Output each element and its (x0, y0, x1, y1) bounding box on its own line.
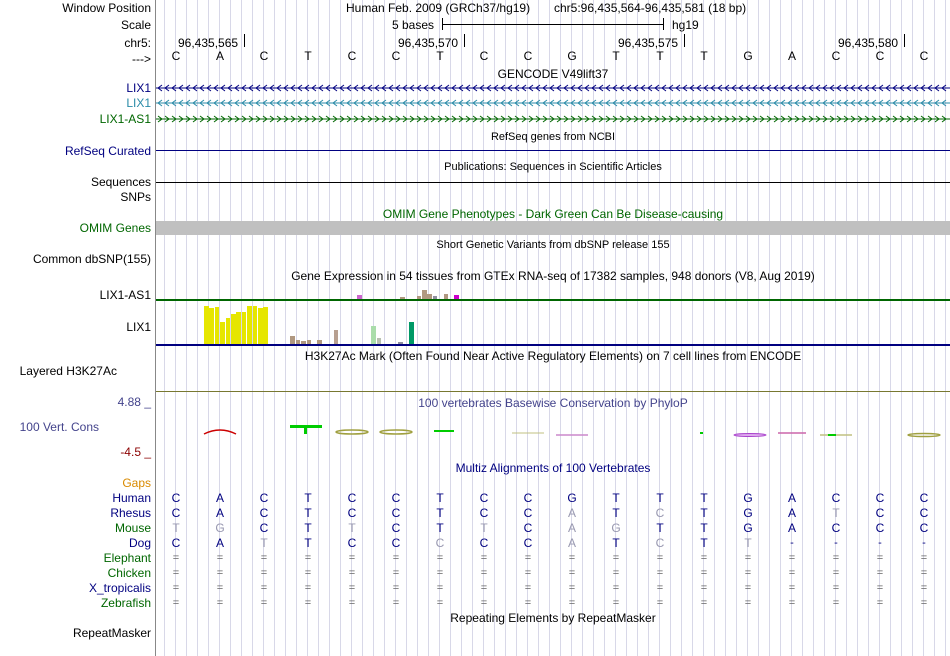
alignment-base: = (524, 567, 532, 579)
base: A (787, 49, 796, 63)
alignment-base: = (392, 552, 400, 564)
alignment-base: C (347, 506, 357, 520)
track-label-gaps[interactable]: Gaps (122, 476, 151, 490)
alignment-base: = (436, 567, 444, 579)
alignment-base: C (523, 506, 533, 520)
alignment-base: = (260, 567, 268, 579)
alignment-base: C (171, 506, 181, 520)
alignment-base: A (787, 506, 796, 520)
track-label-dbsnp[interactable]: Common dbSNP(155) (32, 252, 151, 266)
alignment-base: = (700, 597, 708, 609)
alignment-base: G (743, 521, 753, 535)
alignment-base: = (480, 567, 488, 579)
alignment-base: = (172, 582, 180, 594)
dbsnp-track-title: Short Genetic Variants from dbSNP release 155 (436, 239, 670, 251)
alignment-base: = (260, 552, 268, 564)
alignment-base: = (304, 567, 312, 579)
alignment-base: = (216, 552, 224, 564)
alignment-base: G (567, 491, 577, 505)
window-position-label: Window Position (62, 1, 151, 15)
alignment-base: G (611, 521, 621, 535)
alignment-base: = (700, 552, 708, 564)
track-label-gtex-lix1[interactable]: LIX1 (126, 320, 151, 334)
alignment-base: C (391, 521, 401, 535)
alignment-base: C (479, 491, 489, 505)
alignment-base: - (922, 537, 926, 549)
phylop-signal-svg[interactable] (156, 0, 950, 460)
alignment-base: C (523, 536, 533, 550)
phylop-peak-9 (734, 434, 766, 437)
gencode-track-title: GENCODE V49lift37 (497, 67, 609, 81)
gtex-track-title: Gene Expression in 54 tissues from GTEx RNA-seq of 17382 samples, 948 donors (V8, Aug 2019) (291, 269, 815, 283)
species-label-chicken[interactable]: Chicken (107, 566, 151, 580)
alignment-base: T (656, 521, 664, 535)
alignment-base: = (304, 582, 312, 594)
alignment-base: = (348, 582, 356, 594)
alignment-base: - (790, 537, 794, 549)
alignment-base: C (171, 491, 181, 505)
chrom-label: chr5: (124, 36, 151, 50)
alignment-base: = (744, 567, 752, 579)
ruler-tick-3: 96,435,575 (618, 36, 679, 50)
alignment-base: = (612, 597, 620, 609)
base: T (304, 49, 312, 63)
alignment-base: T (700, 491, 708, 505)
base: C (523, 49, 533, 63)
alignment-base: C (259, 491, 269, 505)
cons-min-label: -4.5 _ (120, 445, 151, 459)
phylop-peak-12 (908, 434, 940, 437)
alignment-base: = (304, 597, 312, 609)
strand-label: ---> (132, 52, 151, 66)
alignment-base: T (744, 536, 752, 550)
alignment-base: C (259, 506, 269, 520)
alignment-base: = (876, 597, 884, 609)
alignment-base: = (656, 582, 664, 594)
species-label-dog[interactable]: Dog (128, 536, 151, 550)
alignment-base: C (435, 536, 445, 550)
base: C (391, 49, 401, 63)
alignment-base: = (612, 567, 620, 579)
scale-db: hg19 (672, 18, 699, 32)
alignment-base: = (568, 552, 576, 564)
alignment-base: = (744, 582, 752, 594)
repeatmasker-track-title: Repeating Elements by RepeatMasker (450, 611, 656, 625)
alignment-base: = (260, 597, 268, 609)
phylop-track-title: 100 vertebrates Basewise Conservation by PhyloP (418, 396, 688, 410)
alignment-base: = (832, 582, 840, 594)
alignment-base: T (700, 506, 708, 520)
alignment-base: = (832, 597, 840, 609)
h3k27ac-track-title: H3K27Ac Mark (Often Found Near Active Regulatory Elements) on 7 cell lines from ENCODE (304, 349, 802, 363)
alignment-base: = (216, 597, 224, 609)
alignment-base: C (391, 536, 401, 550)
alignment-base: = (524, 597, 532, 609)
alignment-base: C (919, 491, 929, 505)
position-text: chr5:96,435,564-96,435,581 (18 bp) (554, 1, 747, 15)
alignment-base: = (700, 582, 708, 594)
alignment-base: = (920, 552, 928, 564)
track-label-repeatmasker[interactable]: RepeatMasker (72, 626, 151, 640)
base: C (259, 49, 269, 63)
base: T (656, 49, 664, 63)
ruler-tick-1: 96,435,565 (178, 36, 239, 50)
alignment-base: C (479, 506, 489, 520)
alignment-base: T (700, 536, 708, 550)
refseq-track-title: RefSeq genes from NCBI (490, 131, 616, 143)
species-label-rhesus[interactable]: Rhesus (110, 506, 151, 520)
alignment-base: = (700, 567, 708, 579)
phylop-peak-5 (434, 430, 454, 432)
track-label-lix1[interactable]: LIX1 (126, 81, 151, 95)
alignment-base: C (655, 506, 665, 520)
alignment-base: = (172, 597, 180, 609)
alignment-base: C (831, 491, 841, 505)
base: C (347, 49, 357, 63)
alignment-base: C (479, 536, 489, 550)
alignment-base: T (436, 521, 444, 535)
phylop-peak-11b (828, 434, 836, 436)
alignment-base: = (172, 567, 180, 579)
track-label-h3k27ac[interactable]: Layered H3K27Ac (19, 364, 117, 378)
alignment-base: = (480, 552, 488, 564)
alignment-base: = (656, 552, 664, 564)
alignment-base: T (304, 491, 312, 505)
base: T (612, 49, 620, 63)
omim-track-title: OMIM Gene Phenotypes - Dark Green Can Be Disease-causing (382, 207, 724, 221)
base: C (875, 49, 885, 63)
alignment-base: T (480, 521, 488, 535)
alignment-base: = (744, 597, 752, 609)
alignment-base: T (656, 491, 664, 505)
scale-label: Scale (120, 18, 151, 32)
alignment-base: A (215, 506, 224, 520)
alignment-base: T (304, 506, 312, 520)
alignment-base: = (304, 552, 312, 564)
base: T (700, 49, 708, 63)
alignment-base: = (832, 567, 840, 579)
alignment-base: = (348, 597, 356, 609)
alignment-base: T (700, 521, 708, 535)
alignment-base: = (876, 582, 884, 594)
base: C (479, 49, 489, 63)
species-label-x-tropicalis[interactable]: X_tropicalis (88, 581, 151, 595)
alignment-base: = (744, 552, 752, 564)
alignment-base: = (392, 582, 400, 594)
alignment-base: = (392, 597, 400, 609)
phylop-peak-1 (204, 430, 236, 434)
alignment-base: C (919, 506, 929, 520)
alignment-base: = (436, 552, 444, 564)
alignment-base: A (787, 491, 796, 505)
alignment-base: C (875, 506, 885, 520)
base: G (743, 49, 753, 63)
alignment-base: = (172, 552, 180, 564)
alignment-base: T (832, 506, 840, 520)
alignment-base: C (875, 521, 885, 535)
alignment-base: = (656, 597, 664, 609)
alignment-base: C (347, 491, 357, 505)
base: C (171, 49, 181, 63)
alignment-base: = (392, 567, 400, 579)
base: G (567, 49, 577, 63)
alignment-base: T (612, 536, 620, 550)
alignment-base: C (523, 491, 533, 505)
ruler-tick-4: 96,435,580 (838, 36, 899, 50)
alignment-base: G (215, 521, 225, 535)
ruler-tick-2: 96,435,570 (398, 36, 459, 50)
alignment-base: = (260, 582, 268, 594)
alignment-base: T (304, 536, 312, 550)
base: A (215, 49, 224, 63)
alignment-base: C (523, 521, 533, 535)
alignment-base: C (391, 506, 401, 520)
alignment-base: = (216, 582, 224, 594)
phylop-peak-2-stem (304, 425, 307, 434)
alignment-base: = (788, 552, 796, 564)
alignment-base: C (259, 521, 269, 535)
alignment-base: A (567, 536, 576, 550)
alignment-base: C (875, 491, 885, 505)
track-label-cons[interactable]: 100 Vert. Cons (19, 420, 99, 434)
alignment-base: = (920, 567, 928, 579)
alignment-base: - (834, 537, 838, 549)
alignment-base: C (391, 491, 401, 505)
track-label-sequences[interactable]: Sequences (90, 175, 151, 189)
alignment-base: A (215, 536, 224, 550)
alignment-base: = (216, 567, 224, 579)
base: T (436, 49, 444, 63)
alignment-base: = (920, 597, 928, 609)
species-label-mouse[interactable]: Mouse (114, 521, 151, 535)
track-label-refseq[interactable]: RefSeq Curated (64, 144, 151, 158)
alignment-base: C (171, 536, 181, 550)
alignment-base: A (787, 521, 796, 535)
alignment-base: C (347, 536, 357, 550)
species-label-zebrafish[interactable]: Zebrafish (100, 596, 151, 610)
base: C (831, 49, 841, 63)
alignment-base: T (612, 491, 620, 505)
track-label-gtex-lix1-as1[interactable]: LIX1-AS1 (99, 288, 151, 302)
multiz-track-title: Multiz Alignments of 100 Vertebrates (455, 461, 651, 475)
species-label-elephant[interactable]: Elephant (103, 551, 151, 565)
alignment-base: = (788, 597, 796, 609)
track-data-area[interactable] (156, 0, 950, 656)
alignment-base: = (656, 567, 664, 579)
alignment-base: = (568, 582, 576, 594)
alignment-base: C (831, 521, 841, 535)
alignment-base: = (788, 567, 796, 579)
alignment-base: = (348, 552, 356, 564)
alignment-base: - (878, 537, 882, 549)
alignment-base: T (436, 506, 444, 520)
alignment-base: = (480, 597, 488, 609)
alignment-base: = (568, 567, 576, 579)
alignment-base: T (348, 521, 356, 535)
scale-text: 5 bases (392, 18, 435, 32)
alignment-base: T (436, 491, 444, 505)
base: C (919, 49, 929, 63)
alignment-base: T (172, 521, 180, 535)
alignment-base: = (832, 552, 840, 564)
alignment-base: = (524, 552, 532, 564)
alignment-base: T (304, 521, 312, 535)
alignment-base: = (612, 582, 620, 594)
alignment-base: = (876, 552, 884, 564)
track-label-lix1-as1[interactable]: LIX1-AS1 (99, 112, 151, 126)
alignment-base: G (743, 506, 753, 520)
alignment-base: = (920, 582, 928, 594)
track-label-omim[interactable]: OMIM Genes (79, 221, 151, 235)
track-label-snps[interactable]: SNPs (120, 190, 151, 204)
cons-max-label: 4.88 _ (117, 395, 151, 409)
alignment-base: = (568, 597, 576, 609)
track-label-lix1-alt[interactable]: LIX1 (126, 96, 151, 110)
alignment-base: A (567, 521, 576, 535)
alignment-base: = (612, 552, 620, 564)
alignment-base: = (788, 582, 796, 594)
species-label-human[interactable]: Human (112, 491, 151, 505)
alignment-base: A (567, 506, 576, 520)
track-label-column (0, 0, 156, 656)
publications-track-title: Publications: Sequences in Scientific Articles (444, 161, 662, 173)
alignment-base: = (524, 582, 532, 594)
alignment-base: A (215, 491, 224, 505)
alignment-base: T (612, 506, 620, 520)
alignment-base: = (876, 567, 884, 579)
assembly-title: Human Feb. 2009 (GRCh37/hg19) (346, 1, 531, 15)
alignment-base: = (480, 582, 488, 594)
alignment-base: = (436, 582, 444, 594)
phylop-peak-8 (700, 432, 703, 434)
alignment-base: T (260, 536, 268, 550)
alignment-base: = (436, 597, 444, 609)
phylop-peak-3 (336, 430, 368, 434)
alignment-base: C (655, 536, 665, 550)
phylop-peak-4 (380, 430, 412, 434)
alignment-base: = (348, 567, 356, 579)
alignment-base: G (743, 491, 753, 505)
alignment-base: C (919, 521, 929, 535)
